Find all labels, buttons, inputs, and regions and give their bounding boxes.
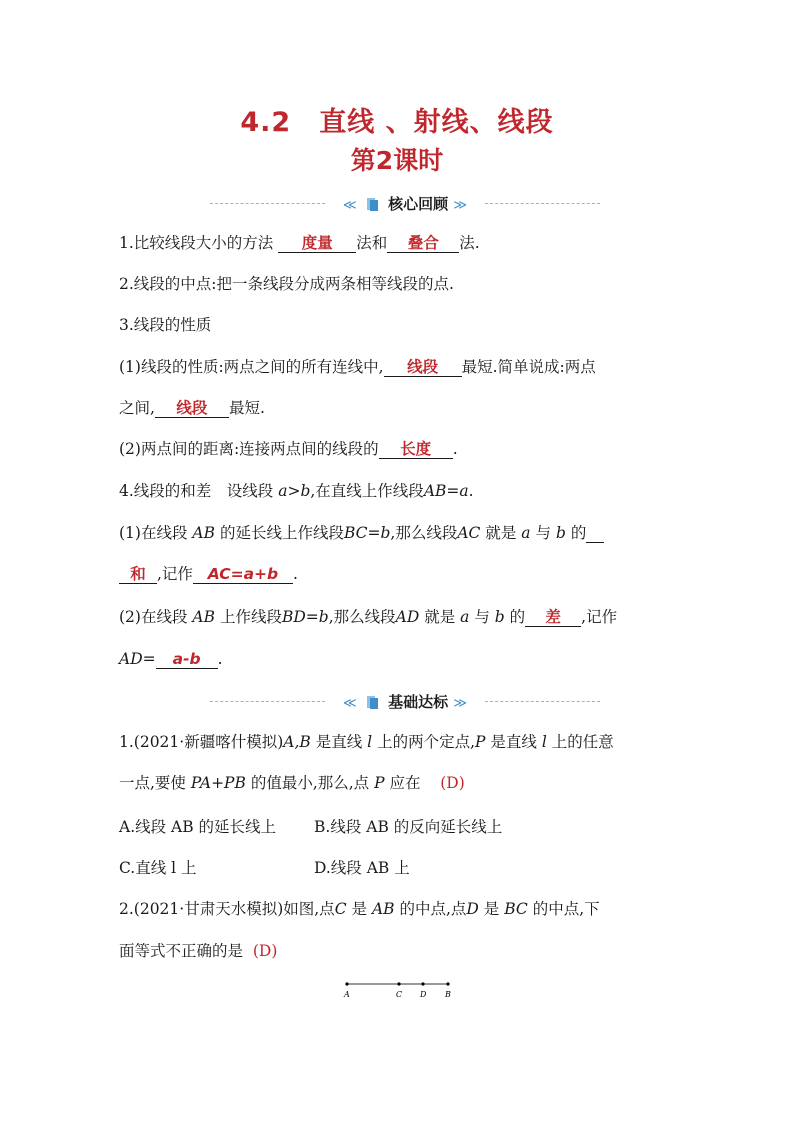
basic-q2-cont: 面等式不正确的是 (D) xyxy=(119,942,278,960)
lesson-title: 4.2 直线 、射线、线段 xyxy=(240,107,554,138)
book-icon xyxy=(366,197,379,212)
option-c: C.直线 l 上 xyxy=(119,859,197,877)
answer-blank: 叠合 xyxy=(387,234,459,253)
review-q3-2: (2)两点间的距离:连接两点间的线段的 长度 . xyxy=(119,440,458,458)
review-q1: 1.比较线段大小的方法 度量 法和 叠合 法. xyxy=(119,234,480,252)
divider xyxy=(210,203,325,204)
review-q3-1: (1)线段的性质:两点之间的所有连线中, 线段 最短.简单说成:两点 xyxy=(119,358,596,376)
answer-choice: (D) xyxy=(252,942,278,960)
review-q3-1-cont: 之间, 线段 最短. xyxy=(119,399,265,417)
review-q4: 4.线段的和差 设线段 a>b,在直线上作线段AB=a. xyxy=(119,482,474,500)
review-q4-1: (1)在线段 AB 的延长线上作线段BC=b,那么线段AC 就是 a 与 b 的 xyxy=(119,522,604,544)
point-b xyxy=(446,982,449,985)
double-chevron-left-icon: ≪ xyxy=(343,198,357,213)
answer-blank: 度量 xyxy=(278,234,356,253)
review-q4-2-cont: AD= a-b . xyxy=(119,650,223,668)
answer-blank: 差 xyxy=(525,608,581,627)
point-c xyxy=(397,982,400,985)
section-title: 核心回顾 xyxy=(388,195,449,213)
label-b: B xyxy=(445,990,451,999)
review-q2: 2.线段的中点:把一条线段分成两条相等线段的点. xyxy=(119,275,454,293)
review-q4-1-cont: 和 ,记作 AC=a+b . xyxy=(119,563,298,585)
book-icon xyxy=(366,695,379,710)
answer-blank: 线段 xyxy=(384,358,462,377)
review-q4-2: (2)在线段 AB 上作线段BD=b,那么线段AD 就是 a 与 b 的 差 ,记作 xyxy=(119,608,618,626)
answer-blank: 线段 xyxy=(155,399,229,418)
lesson-subtitle: 第2课时 xyxy=(350,146,444,175)
option-b: B.线段 AB 的反向延长线上 xyxy=(314,818,503,836)
divider xyxy=(210,701,325,702)
section-header-basic xyxy=(210,690,600,714)
label-d: D xyxy=(420,990,427,999)
basic-q2: 2.(2021·甘肃天水模拟)如图,点C 是 AB 的中点,点D 是 BC 的中点,下 xyxy=(119,900,600,918)
answer-blank: a-b xyxy=(156,650,218,669)
section-header-review xyxy=(210,192,600,216)
review-q3: 3.线段的性质 xyxy=(119,316,212,334)
basic-q1-cont: 一点,要使 PA+PB 的值最小,那么,点 P 应在 (D) xyxy=(119,774,465,792)
double-chevron-right-icon: ≫ xyxy=(453,198,467,213)
answer-blank: AC=a+b xyxy=(193,565,293,584)
option-d: D.线段 AB 上 xyxy=(314,859,410,877)
answer-choice: (D) xyxy=(440,774,465,792)
option-a: A.线段 AB 的延长线上 xyxy=(119,818,277,836)
point-a xyxy=(345,982,348,985)
double-chevron-right-icon: ≫ xyxy=(453,696,467,711)
point-d xyxy=(421,982,424,985)
basic-q1: 1.(2021·新疆喀什模拟)A,B 是直线 l 上的两个定点,P 是直线 l 上的任意 xyxy=(119,733,614,751)
double-chevron-left-icon: ≪ xyxy=(343,696,357,711)
answer-blank: 长度 xyxy=(379,440,453,459)
section-title: 基础达标 xyxy=(388,693,449,711)
divider xyxy=(485,203,600,204)
answer-blank: 和 xyxy=(119,565,157,584)
label-c: C xyxy=(396,990,403,999)
label-a: A xyxy=(344,990,350,999)
segment-figure xyxy=(335,975,465,1005)
divider xyxy=(485,701,600,702)
